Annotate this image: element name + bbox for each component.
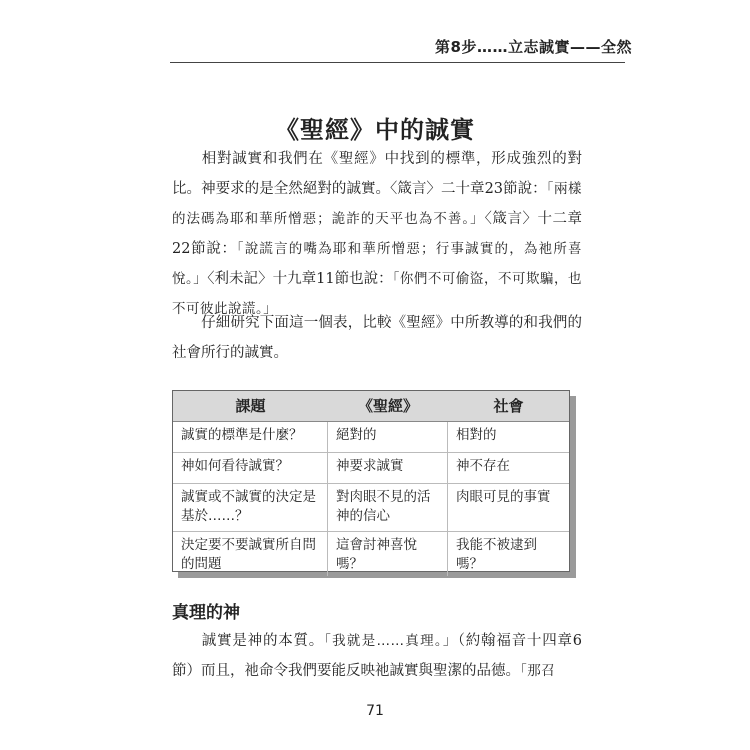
paragraph-3-trail: 「那召 bbox=[520, 663, 556, 679]
page-number: 71 bbox=[366, 703, 384, 719]
table-cell: 誠實或不誠實的決定是基於……？ bbox=[173, 484, 328, 531]
table-cell: 肉眼可見的事實 bbox=[456, 489, 551, 505]
table-cell: 神不存在 bbox=[456, 458, 510, 474]
table-cell: 對肉眼不見的活神的信心 bbox=[328, 484, 448, 531]
table-cell: 誠實的標準是什麼？ bbox=[173, 422, 328, 452]
paragraph-1-lead: 相對誠實和我們在《聖經》中找到的標準，形成強烈的對比。神要求的是全然絕對的誠實。〈箴言〉二十章23節說： bbox=[172, 151, 582, 197]
table-row bbox=[173, 453, 569, 484]
paragraph-1-mid-2: 〈利未記〉十九章11節也說： bbox=[207, 271, 393, 287]
section-title: 《聖經》中的誠實 bbox=[275, 116, 475, 144]
table-row bbox=[173, 484, 569, 532]
table-row bbox=[173, 532, 569, 576]
table-cell: 神如何看待誠實？ bbox=[173, 453, 328, 483]
paragraph-1-mid-1: 〈箴言〉十二章22節說： bbox=[172, 211, 583, 257]
table-header-row bbox=[173, 391, 569, 422]
subheading-god-of-truth: 真理的神 bbox=[172, 603, 240, 623]
paragraph-3 bbox=[172, 626, 582, 686]
paragraph-2 bbox=[172, 308, 582, 368]
table-cell: 絕對的 bbox=[328, 422, 448, 452]
quote-proverbs-20: 「兩樣的法碼為耶和華所憎惡；詭詐的天平也為不善。」 bbox=[172, 181, 582, 227]
table-cell: 決定要不要誠實所自問的問題 bbox=[173, 532, 328, 576]
table-cell: 這會討神喜悅嗎？ bbox=[328, 532, 448, 576]
table-body bbox=[172, 390, 570, 572]
comparison-table bbox=[172, 390, 576, 578]
paragraph-3-lead: 誠實是神的本質。 bbox=[201, 633, 325, 649]
table-cell: 相對的 bbox=[456, 427, 497, 443]
table-header-topic: 課題 bbox=[235, 397, 266, 415]
paragraph-2-text: 仔細研究下面這一個表，比較《聖經》中所教導的和我們的社會所行的誠實。 bbox=[172, 315, 582, 361]
paragraph-1 bbox=[172, 144, 582, 324]
header-rule bbox=[170, 62, 625, 63]
table-row bbox=[173, 422, 569, 453]
quote-proverbs-12: 「說謊言的嘴為耶和華所憎惡；行事誠實的，為祂所喜悅。」 bbox=[172, 241, 583, 287]
table-cell: 我能不被逮到嗎？ bbox=[456, 537, 537, 572]
quote-leviticus-19: 「你們不可偷盜，不可欺騙，也不可彼此說謊。」 bbox=[172, 271, 583, 317]
quote-john-14: 「我就是……真理。」 bbox=[324, 633, 458, 649]
table-header-bible: 《聖經》 bbox=[357, 397, 418, 415]
paragraph-3-rest: （約翰福音十四章6節）而且，祂命令我們要能反映祂誠實與聖潔的品德。 bbox=[172, 633, 583, 679]
table-header-society: 社會 bbox=[493, 397, 524, 415]
table-cell: 神要求誠實 bbox=[328, 453, 448, 483]
running-header: 第8步……立志誠實——全然 bbox=[435, 38, 632, 56]
